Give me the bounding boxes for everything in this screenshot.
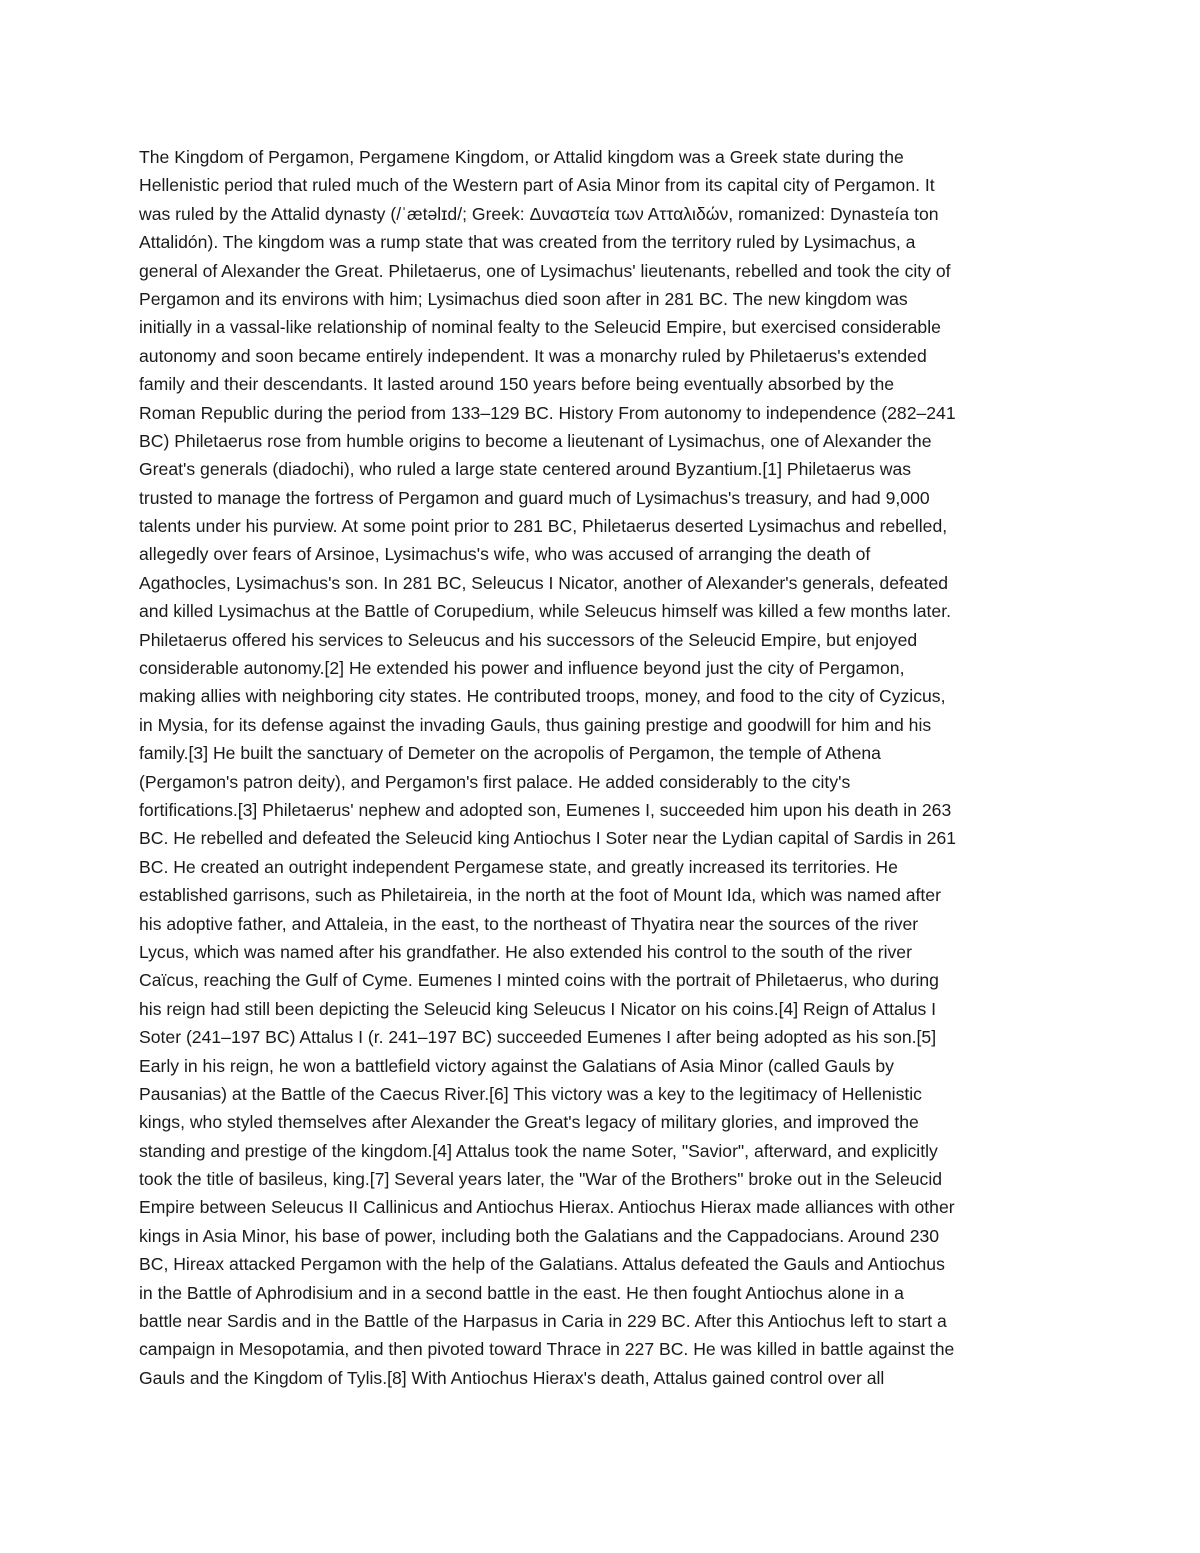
text-line: The Kingdom of Pergamon, Pergamene Kingdom, or Attalid kingdom was a Greek state during the: [139, 147, 904, 167]
text-line: Great's generals (diadochi), who ruled a large state centered around Byzantium.[1] Philetaerus was: [139, 459, 912, 480]
text-line: (Pergamon's patron deity), and Pergamon's first palace. He added considerably to the city's: [139, 771, 851, 792]
text-line: general of Alexander the Great. Philetaerus, one of Lysimachus' lieutenants, rebelled and took the city of: [139, 260, 951, 281]
text-line: initially in a vassal-like relationship of nominal fealty to the Seleucid Empire, but exercised considerable: [139, 317, 941, 338]
text-line: Lycus, which was named after his grandfather. He also extended his control to the south of the river: [139, 941, 912, 962]
text-line: Hellenistic period that ruled much of the Western part of Asia Minor from its capital city of Pergamon. It: [139, 175, 935, 196]
text-line: Gauls and the Kingdom of Tylis.[8] With Antiochus Hierax's death, Attalus gained control over all: [139, 1367, 885, 1388]
text-line: Caïcus, reaching the Gulf of Cyme. Eumenes I minted coins with the portrait of Philetaerus, who during: [139, 970, 939, 991]
text-line: BC) Philetaerus rose from humble origins to become a lieutenant of Lysimachus, one of Alexander the: [139, 430, 932, 451]
text-line: BC. He rebelled and defeated the Seleucid king Antiochus I Soter near the Lydian capital of Sardis in 261: [139, 828, 957, 849]
text-line: trusted to manage the fortress of Pergamon and guard much of Lysimachus's treasury, and had 9,000: [139, 487, 930, 508]
text-line: established garrisons, such as Philetaireia, in the north at the foot of Mount Ida, which was named after: [139, 885, 941, 906]
text-line: took the title of basileus, king.[7] Several years later, the "War of the Brothers" broke out in the Seleucid: [139, 1169, 943, 1190]
text-line: in the Battle of Aphrodisium and in a second battle in the east. He then fought Antiochus alone in a: [139, 1282, 904, 1303]
text-line: fortifications.[3] Philetaerus' nephew and adopted son, Eumenes I, succeeded him upon his death in 263: [139, 799, 952, 820]
text-line: Philetaerus offered his services to Seleucus and his successors of the Seleucid Empire, but enjoyed: [139, 629, 918, 650]
text-line: standing and prestige of the kingdom.[4] Attalus took the name Soter, "Savior", afterward, and explicitly: [139, 1140, 938, 1161]
text-line: Soter (241–197 BC) Attalus I (r. 241–197 BC) succeeded Eumenes I after being adopted as his son.[5]: [139, 1027, 937, 1048]
text-line: in Mysia, for its defense against the invading Gauls, thus gaining prestige and goodwill for him and his: [139, 714, 932, 735]
text-line: was ruled by the Attalid dynasty (/ˈætəlɪd/; Greek: Δυναστεία των Ατταλιδών, romanized: Dynasteía ton: [139, 203, 939, 224]
text-line: Early in his reign, he won a battlefield victory against the Galatians of Asia Minor (called Gauls by: [139, 1055, 894, 1076]
text-line: battle near Sardis and in the Battle of the Harpasus in Caria in 229 BC. After this Antiochus left to start a: [139, 1311, 947, 1332]
text-line: Pergamon and its environs with him; Lysimachus died soon after in 281 BC. The new kingdom was: [139, 288, 908, 309]
text-line: BC, Hireax attacked Pergamon with the help of the Galatians. Attalus defeated the Gauls and Antiochus: [139, 1254, 945, 1275]
text-line: family and their descendants. It lasted around 150 years before being eventually absorbed by the: [139, 374, 895, 395]
text-line: Attalidón). The kingdom was a rump state that was created from the territory ruled by Lysimachus, a: [139, 232, 916, 253]
text-line: his adoptive father, and Attaleia, in the east, to the northeast of Thyatira near the sources of the river: [139, 913, 919, 934]
text-line: autonomy and soon became entirely independent. It was a monarchy ruled by Philetaerus's extended: [139, 345, 927, 366]
text-line: allegedly over fears of Arsinoe, Lysimachus's wife, who was accused of arranging the death of: [139, 544, 871, 565]
text-line: his reign had still been depicting the Seleucid king Seleucus I Nicator on his coins.[4] Reign of Attalus I: [139, 998, 937, 1019]
text-line: campaign in Mesopotamia, and then pivoted toward Thrace in 227 BC. He was killed in battle against the: [139, 1339, 955, 1360]
text-line: kings, who styled themselves after Alexander the Great's legacy of military glories, and improved the: [139, 1112, 919, 1133]
body-text: [139, 143, 1069, 1392]
text-line: considerable autonomy.[2] He extended his power and influence beyond just the city of Pergamon,: [139, 658, 905, 679]
text-line: talents under his purview. At some point prior to 281 BC, Philetaerus deserted Lysimachus and rebelled,: [139, 516, 948, 537]
text-line: and killed Lysimachus at the Battle of Corupedium, while Seleucus himself was killed a few months later.: [139, 601, 951, 622]
text-line: Empire between Seleucus II Callinicus and Antiochus Hierax. Antiochus Hierax made alliances with other: [139, 1197, 955, 1218]
text-line: Agathocles, Lysimachus's son. In 281 BC, Seleucus I Nicator, another of Alexander's generals, defeated: [139, 572, 949, 593]
text-line: Pausanias) at the Battle of the Caecus River.[6] This victory was a key to the legitimacy of Hellenistic: [139, 1083, 922, 1104]
text-line: Roman Republic during the period from 133–129 BC. History From autonomy to independence (282–241: [139, 402, 956, 423]
text-line: kings in Asia Minor, his base of power, including both the Galatians and the Cappadocians. Around 230: [139, 1225, 940, 1246]
text-line: making allies with neighboring city states. He contributed troops, money, and food to the city of Cyzicus,: [139, 686, 946, 707]
text-line: family.[3] He built the sanctuary of Demeter on the acropolis of Pergamon, the temple of Athena: [139, 743, 881, 764]
text-line: BC. He created an outright independent Pergamese state, and greatly increased its territories. He: [139, 856, 898, 877]
